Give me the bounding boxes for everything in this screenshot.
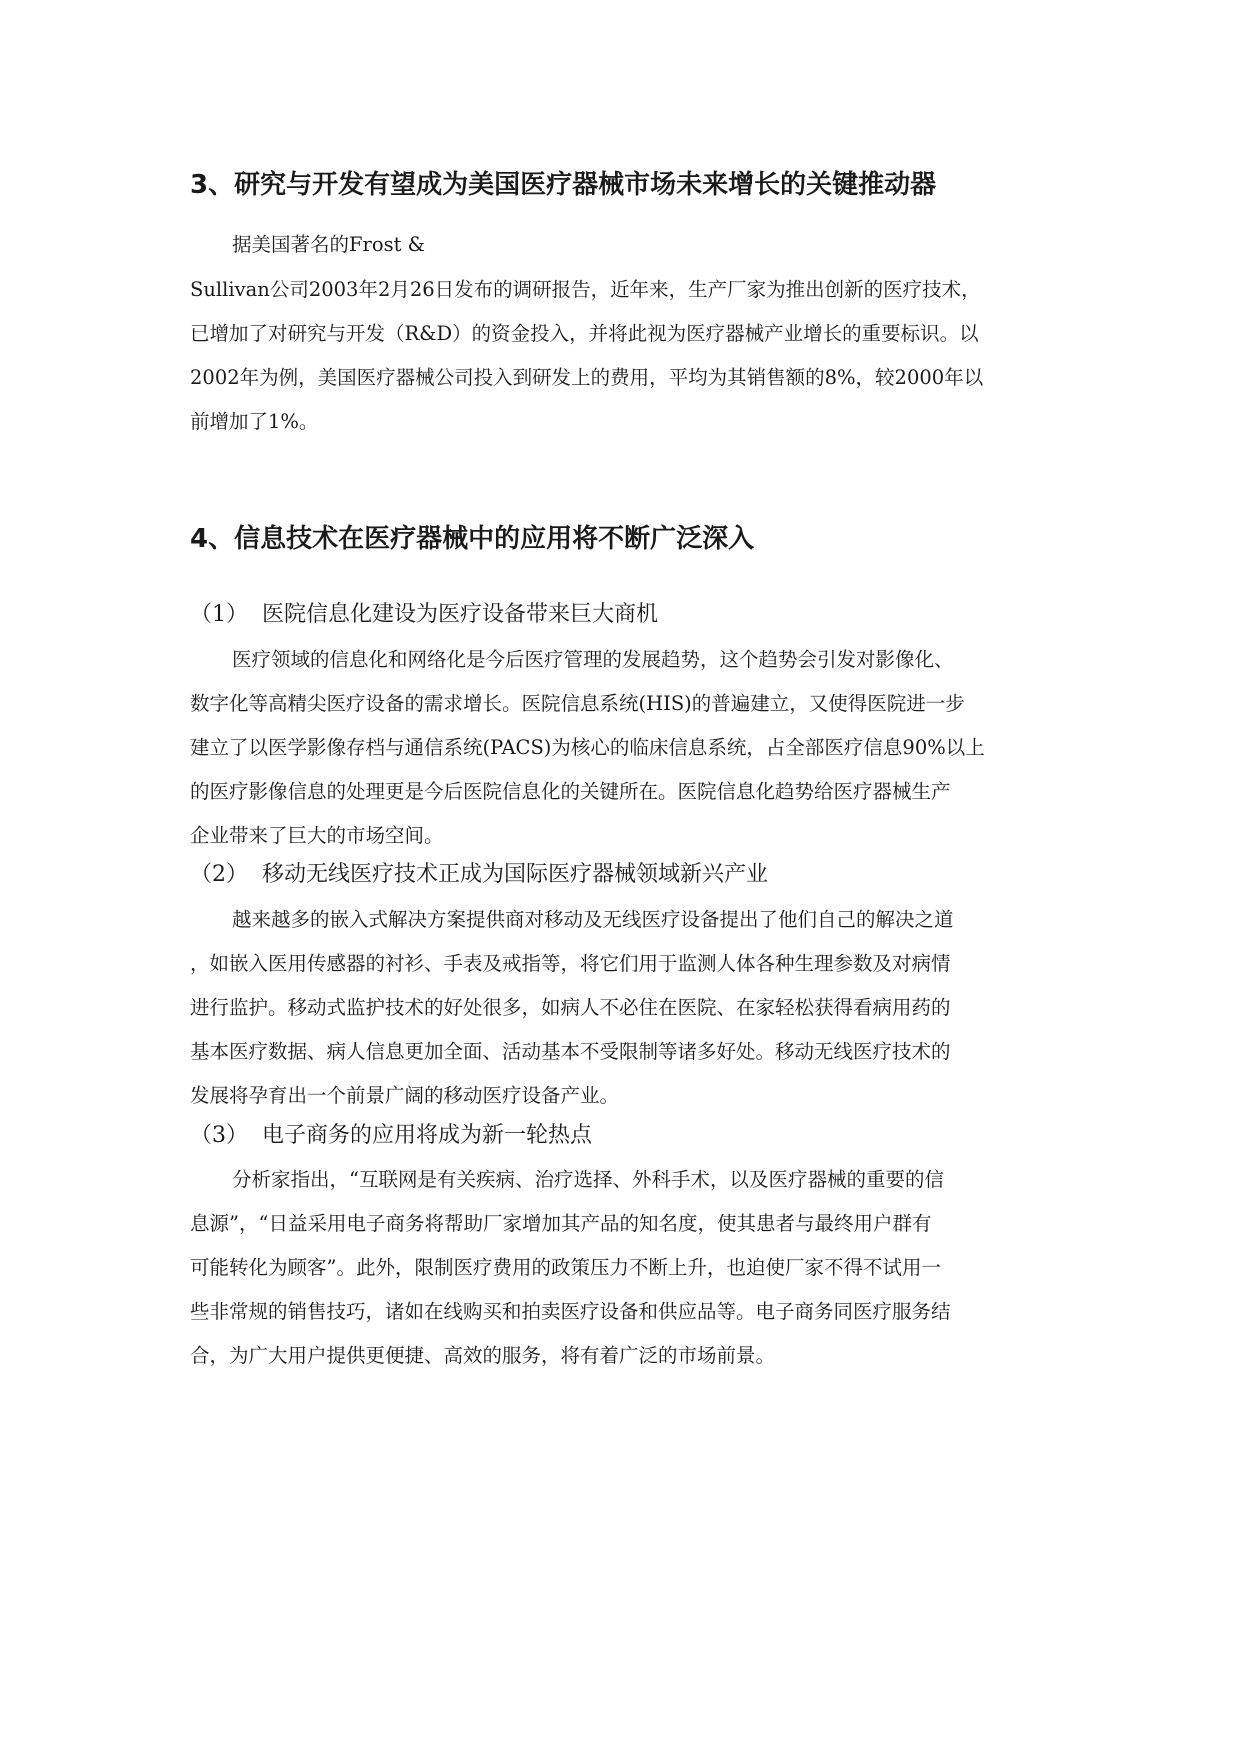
subsection-title: 医院信息化建设为医疗设备带来巨大商机 — [262, 602, 659, 627]
subsection-number: （2） — [190, 862, 248, 887]
subsection-3-heading — [190, 1121, 592, 1151]
subsection-2-heading — [190, 860, 768, 890]
paragraph-line: 发展将孕育出一个前景广阔的移动医疗设备产业。 — [190, 1084, 620, 1107]
subsection-title: 电子商务的应用将成为新一轮热点 — [262, 1123, 593, 1148]
section-3-heading: 3、研究与开发有望成为美国医疗器械市场未来增长的关键推动器 — [190, 170, 937, 200]
paragraph-line: 可能转化为顾客”。此外，限制医疗费用的政策压力不断上升，也迫使厂家不得不试用一 — [190, 1256, 941, 1279]
paragraph-line: 前增加了1%。 — [190, 410, 319, 433]
subsection-1-heading — [190, 600, 658, 630]
subsection-number: （1） — [190, 602, 248, 627]
paragraph-line: 息源”，“日益采用电子商务将帮助厂家增加其产品的知名度，使其患者与最终用户群有 — [190, 1212, 932, 1235]
paragraph-line: 据美国著名的Frost & — [232, 233, 425, 256]
paragraph-line: ，如嵌入医用传感器的衬衫、手表及戒指等，将它们用于监测人体各种生理参数及对病情 — [190, 952, 951, 975]
paragraph-line: 2002年为例，美国医疗器械公司投入到研发上的费用，平均为其销售额的8%，较2000年以 — [190, 366, 984, 389]
paragraph-line: 越来越多的嵌入式解决方案提供商对移动及无线医疗设备提出了他们自己的解决之道 — [232, 908, 954, 931]
paragraph-line: 已增加了对研究与开发（R&D）的资金投入，并将此视为医疗器械产业增长的重要标识。以 — [190, 322, 979, 345]
paragraph-line: 些非常规的销售技巧，诸如在线购买和拍卖医疗设备和供应品等。电子商务同医疗服务结 — [190, 1300, 951, 1323]
section-4-heading: 4、信息技术在医疗器械中的应用将不断广泛深入 — [190, 524, 755, 554]
paragraph-line: 分析家指出，“互联网是有关疾病、治疗选择、外科手术，以及医疗器械的重要的信 — [232, 1168, 944, 1191]
paragraph-line: Sullivan公司2003年2月26日发布的调研报告，近年来，生产厂家为推出创新的医疗技术， — [190, 278, 981, 301]
paragraph-line: 基本医疗数据、病人信息更加全面、活动基本不受限制等诸多好处。移动无线医疗技术的 — [190, 1040, 951, 1063]
paragraph-line: 企业带来了巨大的市场空间。 — [190, 824, 444, 847]
subsection-title: 移动无线医疗技术正成为国际医疗器械领域新兴产业 — [262, 862, 769, 887]
paragraph-line: 的医疗影像信息的处理更是今后医院信息化的关键所在。医院信息化趋势给医疗器械生产 — [190, 780, 951, 803]
subsection-number: （3） — [190, 1123, 248, 1148]
paragraph-line: 建立了以医学影像存档与通信系统(PACS)为核心的临床信息系统，占全部医疗信息90%以上 — [190, 736, 985, 759]
paragraph-line: 医疗领域的信息化和网络化是今后医疗管理的发展趋势，这个趋势会引发对影像化、 — [232, 648, 954, 671]
paragraph-line: 进行监护。移动式监护技术的好处很多，如病人不必住在医院、在家轻松获得看病用药的 — [190, 996, 951, 1019]
paragraph-line: 合，为广大用户提供更便捷、高效的服务，将有着广泛的市场前景。 — [190, 1344, 776, 1367]
paragraph-line: 数字化等高精尖医疗设备的需求增长。医院信息系统(HIS)的普遍建立，又使得医院进一步 — [190, 692, 965, 715]
